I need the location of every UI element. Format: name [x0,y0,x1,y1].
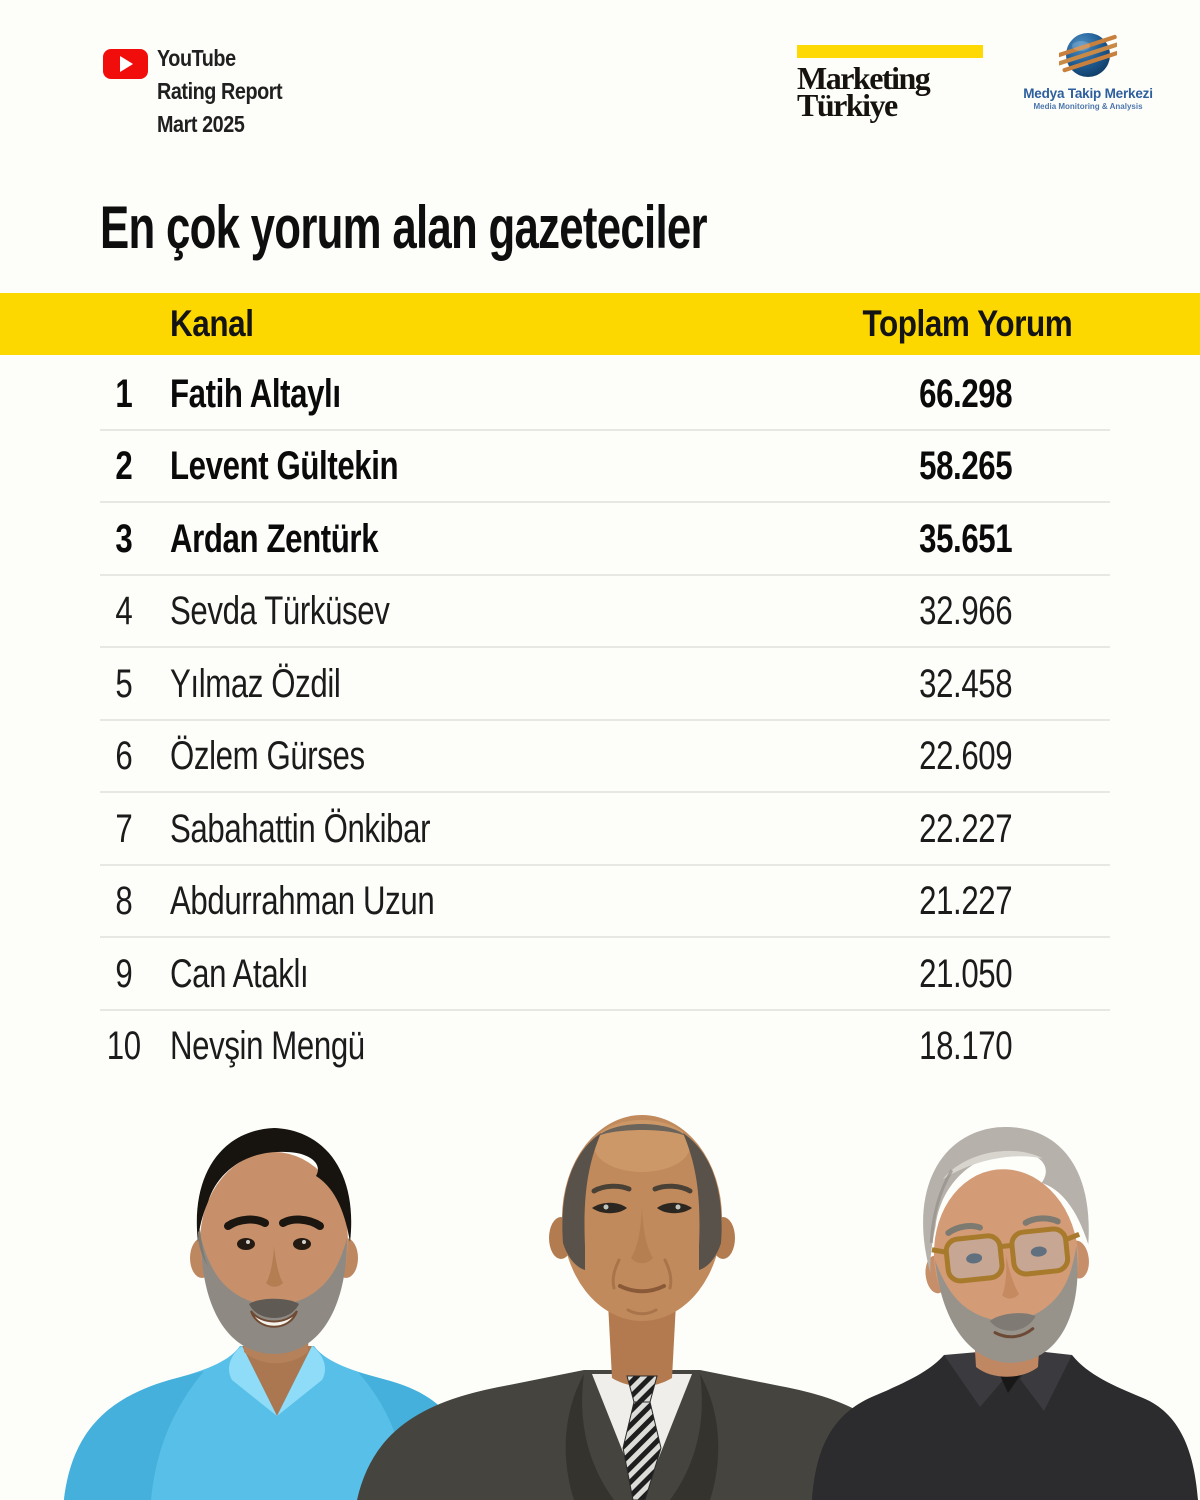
name-cell [170,866,509,939]
journalist-name: Fatih Altaylı [170,371,341,416]
logo-yellow-bar [797,45,983,58]
comment-count: 35.651 [919,516,1013,561]
globe-icon [1059,28,1117,84]
table-row [0,866,1200,939]
table-row [0,358,1200,431]
mtm-tagline: Media Monitoring & Analysis [1033,102,1143,111]
value-cell [858,648,1074,721]
table-row [0,431,1200,504]
column-header-kanal: Kanal [170,303,254,344]
rank: 8 [115,879,133,924]
table-row [0,503,1200,576]
name-cell [170,576,451,649]
name-cell [170,648,389,721]
badge-line-1: YouTube [157,45,236,71]
value-cell [858,938,1074,1011]
comment-count: 22.609 [919,734,1013,779]
table-row [0,938,1200,1011]
rank-cell [96,576,152,649]
name-cell [170,793,503,866]
value-cell [858,358,1074,431]
wordmark-line-2: Türkiye [797,87,897,123]
rank-cell [96,648,152,721]
rank: 7 [115,806,133,851]
rank: 10 [107,1024,141,1069]
journalist-name: Can Ataklı [170,951,309,996]
comment-count: 21.227 [919,879,1013,924]
name-cell [170,938,347,1011]
table-row [0,793,1200,866]
journalist-name: Sabahattin Önkibar [170,806,431,851]
comment-count: 58.265 [919,444,1013,489]
marketing-turkiye-wordmark [797,60,983,123]
value-cell [858,503,1074,576]
comment-count: 32.966 [919,589,1013,634]
mtm-name: Medya Takip Merkezi [1023,86,1153,101]
journalist-name: Abdurrahman Uzun [170,879,435,924]
column-header-toplam-yorum: Toplam Yorum [862,303,1073,344]
rank: 1 [115,371,133,416]
table-row [0,721,1200,794]
value-cell [858,721,1074,794]
name-cell [170,358,389,431]
badge-line-3: Mart 2025 [157,111,245,137]
rank-cell [96,938,152,1011]
journalist-name: Sevda Türküsev [170,589,390,634]
journalist-name: Ardan Zentürk [170,516,379,561]
ranking-table [0,358,1200,1083]
journalist-name: Levent Gültekin [170,444,399,489]
table-header-bar [0,293,1200,355]
comment-count: 32.458 [919,661,1013,706]
comment-count: 22.227 [919,806,1013,851]
marketing-turkiye-logo [797,45,983,123]
journalist-name: Yılmaz Özdil [170,661,341,706]
eye-right [293,1238,311,1250]
page-title: En çok yorum alan gazeteciler [100,194,707,261]
medya-takip-merkezi-logo [1008,28,1168,111]
journalist-name: Nevşin Mengü [170,1024,365,1069]
table-row [0,1011,1200,1084]
photo-ardan-zenturk [812,1115,1200,1500]
rank: 3 [115,516,133,561]
value-cell [858,1011,1074,1084]
rank-cell [96,866,152,939]
name-cell [170,721,420,794]
rank: 9 [115,951,133,996]
comment-count: 21.050 [919,951,1013,996]
head [911,1119,1103,1371]
rank-cell [96,431,152,504]
comment-count: 18.170 [919,1024,1013,1069]
rank: 5 [115,661,133,706]
table-row [0,648,1200,721]
rank: 4 [115,589,133,634]
eye-left [237,1238,255,1250]
youtube-logo-icon [103,49,148,79]
value-cell [858,866,1074,939]
name-cell [170,431,463,504]
rank-cell [96,721,152,794]
table-row [0,576,1200,649]
rank-cell [96,358,152,431]
name-cell [170,1011,420,1084]
name-cell [170,503,437,576]
rank-cell [96,793,152,866]
rank: 2 [115,444,133,489]
wordmark-line-1: Marketing [797,60,930,96]
journalist-name: Özlem Gürses [170,734,365,779]
value-cell [858,576,1074,649]
rank-cell [96,1011,152,1084]
rank: 6 [115,734,133,779]
value-cell [858,431,1074,504]
badge-line-2: Rating Report [157,78,283,104]
report-badge [157,42,303,141]
value-cell [858,793,1074,866]
comment-count: 66.298 [919,371,1013,416]
rank-cell [96,503,152,576]
